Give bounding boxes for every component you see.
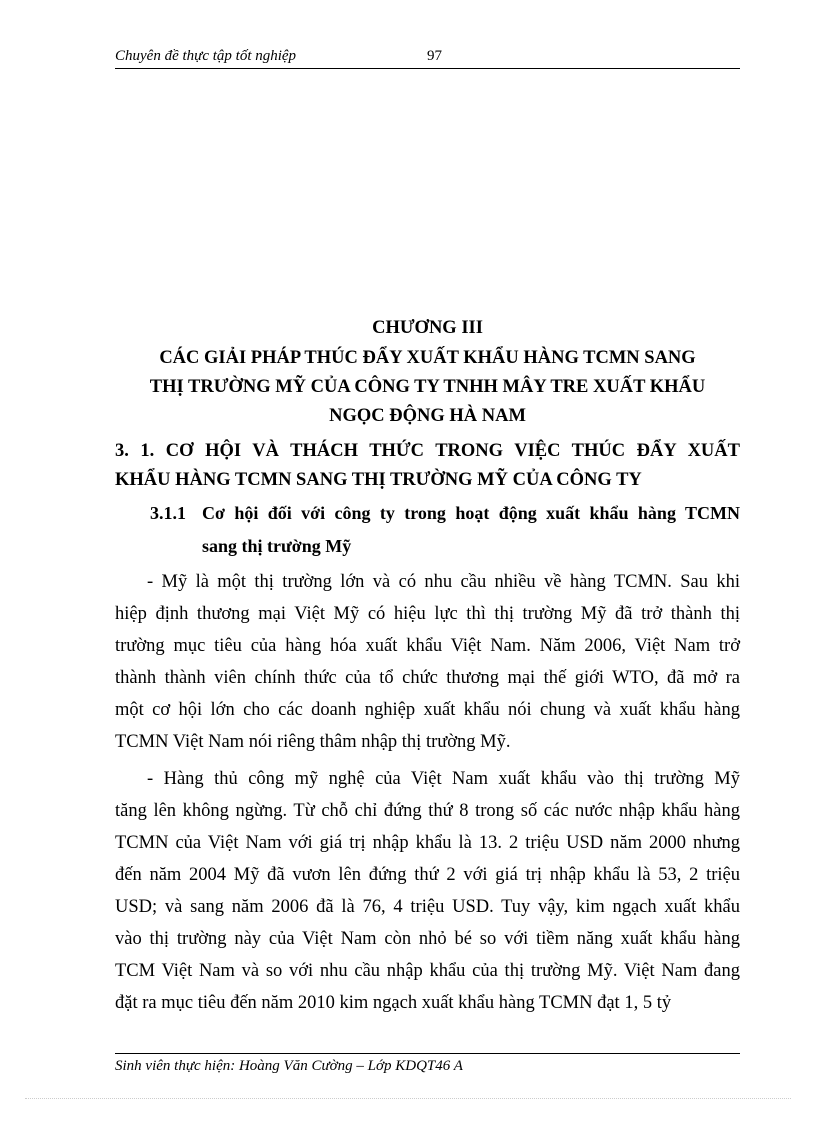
paragraph-line: tăng lên không ngừng. Từ chỗ chỉ đứng thứ 8 trong số các nước nhập khẩu hàng xyxy=(115,801,740,821)
page-number: 97 xyxy=(427,48,442,64)
paragraph-line: TCM Việt Nam và so với nhu cầu nhập khẩu của thị trường Mỹ. Việt Nam đang xyxy=(115,961,740,981)
header-title: Chuyên đề thực tập tốt nghiệp xyxy=(115,48,297,64)
page-header xyxy=(115,48,740,69)
paragraph-line: TCMN của Việt Nam với giá trị nhập khẩu là 13. 2 triệu USD năm 2000 nhưng xyxy=(115,833,740,853)
paragraph-line: hiệp định thương mại Việt Mỹ có hiệu lực thì thị trường Mỹ đã trở thành thị xyxy=(115,604,740,624)
chapter-label: CHƯƠNG III xyxy=(372,318,483,338)
paragraph-line: thành thành viên chính thức của tổ chức thương mại thế giới WTO, đã mở ra xyxy=(115,668,740,688)
subsection-title-line: Cơ hội đối với công ty trong hoạt động xuất khẩu hàng TCMN xyxy=(202,503,740,523)
section-heading xyxy=(115,437,740,495)
paragraph-line: một cơ hội lớn cho các doanh nghiệp xuất khẩu nói chung và xuất khẩu hàng xyxy=(115,700,740,720)
page-boundary-divider xyxy=(25,1098,791,1099)
paragraph-line: - Hàng thủ công mỹ nghệ của Việt Nam xuất khẩu vào thị trường Mỹ xyxy=(147,769,740,789)
paragraph-line: - Mỹ là một thị trường lớn và có nhu cầu nhiều về hàng TCMN. Sau khi xyxy=(147,572,740,592)
section-heading-line: KHẨU HÀNG TCMN SANG THỊ TRƯỜNG MỸ CỦA CÔNG TY xyxy=(115,470,642,490)
paragraph-line: vào thị trường này của Việt Nam còn nhỏ bé so với tiềm năng xuất khẩu hàng xyxy=(115,929,740,949)
subsection-number: 3.1.1 xyxy=(150,503,186,523)
paragraph-line: USD; và sang năm 2006 đã là 76, 4 triệu USD. Tuy vậy, kim ngạch xuất khẩu xyxy=(115,897,740,917)
subsection-title-line: sang thị trường Mỹ xyxy=(202,536,352,556)
section-heading-line: 3. 1. CƠ HỘI VÀ THÁCH THỨC TRONG VIỆC THÚC ĐẨY XUẤT xyxy=(115,441,740,461)
paragraph-line: TCMN Việt Nam nói riêng thâm nhập thị trường Mỹ. xyxy=(115,732,511,752)
page-footer xyxy=(115,1053,740,1075)
paragraph-line: đến năm 2004 Mỹ đã vươn lên đứng thứ 2 với giá trị nhập khẩu là 53, 2 triệu xyxy=(115,865,740,885)
chapter-title xyxy=(115,344,740,431)
chapter-title-line: NGỌC ĐỘNG HÀ NAM xyxy=(329,406,526,426)
paragraph-line: trường mục tiêu của hàng hóa xuất khẩu Việt Nam. Năm 2006, Việt Nam trở xyxy=(115,636,740,656)
subsection-heading xyxy=(150,497,740,563)
paragraph-2 xyxy=(115,763,740,1019)
footer-text: Sinh viên thực hiện: Hoàng Văn Cường – Lớp KDQT46 A xyxy=(115,1058,463,1074)
paragraph-line: đặt ra mục tiêu đến năm 2010 kim ngạch xuất khẩu hàng TCMN đạt 1, 5 tỷ xyxy=(115,993,672,1013)
chapter-title-line: THỊ TRƯỜNG MỸ CỦA CÔNG TY TNHH MÂY TRE XUẤT KHẨU xyxy=(149,377,706,397)
chapter-title-line: CÁC GIẢI PHÁP THÚC ĐẨY XUẤT KHẨU HÀNG TCMN SANG xyxy=(159,348,696,368)
paragraph-1 xyxy=(115,566,740,758)
